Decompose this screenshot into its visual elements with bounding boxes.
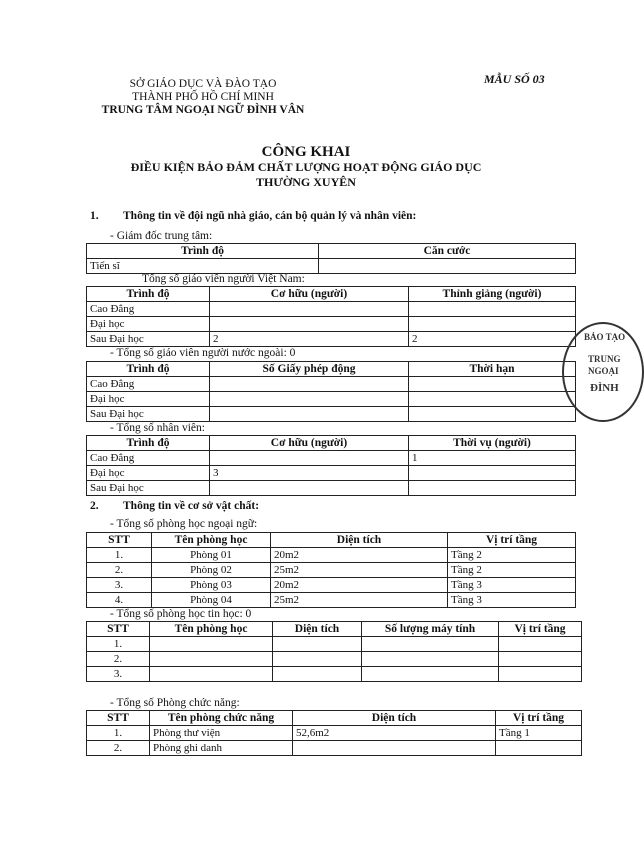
table-cell xyxy=(210,302,409,317)
table-cell: 3. xyxy=(87,667,150,682)
document-title: CÔNG KHAI xyxy=(261,144,351,160)
stamp-text: BẢO TẠO xyxy=(584,332,626,342)
column-header: Số lượng máy tính xyxy=(362,622,499,637)
table-cell: 3 xyxy=(210,466,409,481)
table-cell xyxy=(362,637,499,652)
director-table xyxy=(86,243,576,274)
section2-number: 2. xyxy=(90,500,99,512)
table-cell: 1. xyxy=(87,637,150,652)
table-cell xyxy=(273,652,362,667)
table-row xyxy=(87,377,576,392)
column-header: Tên phòng học xyxy=(150,622,273,637)
table-cell: Tầng 2 xyxy=(448,563,576,578)
table-cell xyxy=(499,637,582,652)
section2-heading: Thông tin về cơ sở vật chất: xyxy=(123,500,260,512)
column-header: Trình độ xyxy=(87,244,319,259)
official-stamp xyxy=(562,322,644,422)
foreign-teachers-table xyxy=(86,361,576,422)
table-cell: Tầng 3 xyxy=(448,578,576,593)
table-cell: Đại học xyxy=(87,466,210,481)
header-line1: SỞ GIÁO DỤC VÀ ĐÀO TẠO xyxy=(129,78,277,90)
section1-heading: Thông tin về đội ngũ nhà giáo, cán bộ quản lý và nhân viên: xyxy=(123,210,417,222)
stamp-text: ĐÌNH xyxy=(590,382,619,394)
function-rooms-table xyxy=(86,710,582,756)
column-header: Trình độ xyxy=(87,287,210,302)
language-rooms-label: - Tổng số phòng học ngoại ngữ: xyxy=(110,518,258,530)
header-line2: THÀNH PHỐ HỒ CHÍ MINH xyxy=(132,91,274,103)
table-row xyxy=(87,317,576,332)
function-rooms-label: - Tổng số Phòng chức năng: xyxy=(110,697,240,709)
column-header: Số Giấy phép động xyxy=(210,362,409,377)
it-rooms-label: - Tổng số phòng học tin học: 0 xyxy=(110,608,252,620)
table-row xyxy=(87,563,576,578)
table-cell xyxy=(150,652,273,667)
column-header: Vị trí tầng xyxy=(496,711,582,726)
table-cell: 52,6m2 xyxy=(293,726,496,741)
table-row xyxy=(87,637,582,652)
table-cell: 25m2 xyxy=(271,593,448,608)
column-header: Diện tích xyxy=(293,711,496,726)
table-row xyxy=(87,548,576,563)
table-cell: Cao Đẳng xyxy=(87,377,210,392)
table-cell: Tầng 1 xyxy=(496,726,582,741)
table-row xyxy=(87,726,582,741)
table-cell xyxy=(362,652,499,667)
table-cell xyxy=(273,667,362,682)
table-cell: Cao Đẳng xyxy=(87,451,210,466)
table-cell: Phòng ghi danh xyxy=(150,741,293,756)
table-cell: 2. xyxy=(87,652,150,667)
staff-label: - Tổng số nhân viên: xyxy=(110,422,205,434)
table-cell xyxy=(210,317,409,332)
table-cell xyxy=(150,637,273,652)
table-header-row xyxy=(87,622,582,637)
table-header-row xyxy=(87,533,576,548)
language-rooms-table xyxy=(86,532,576,608)
table-cell xyxy=(293,741,496,756)
table-cell: Phòng 04 xyxy=(152,593,271,608)
column-header: Cơ hữu (người) xyxy=(210,287,409,302)
table-row xyxy=(87,741,582,756)
column-header: Căn cước xyxy=(319,244,576,259)
table-cell xyxy=(496,741,582,756)
table-cell xyxy=(409,302,576,317)
table-cell xyxy=(150,667,273,682)
table-cell: 1. xyxy=(87,726,150,741)
table-cell xyxy=(499,652,582,667)
table-cell: Sau Đại học xyxy=(87,481,210,496)
table-cell: 4. xyxy=(87,593,152,608)
document-subtitle-2: THƯỜNG XUYÊN xyxy=(256,175,356,189)
column-header: Vị trí tầng xyxy=(499,622,582,637)
table-cell xyxy=(362,667,499,682)
stamp-text: TRUNG xyxy=(588,354,621,364)
table-cell xyxy=(210,377,409,392)
vn-teachers-label: Tổng số giáo viên người Việt Nam: xyxy=(142,273,305,285)
column-header: STT xyxy=(87,622,150,637)
table-cell: Sau Đại học xyxy=(87,332,210,347)
it-rooms-table xyxy=(86,621,582,682)
column-header: Vị trí tầng xyxy=(448,533,576,548)
column-header: STT xyxy=(87,533,152,548)
table-cell xyxy=(210,481,409,496)
table-cell xyxy=(210,451,409,466)
table-cell xyxy=(273,637,362,652)
table-row xyxy=(87,259,576,274)
table-row xyxy=(87,667,582,682)
table-cell: 25m2 xyxy=(271,563,448,578)
table-cell: Tiến sĩ xyxy=(87,259,319,274)
table-header-row xyxy=(87,287,576,302)
table-cell xyxy=(210,407,409,422)
stamp-text: NGOẠI xyxy=(588,366,619,376)
header-line3: TRUNG TÂM NGOẠI NGỮ ĐÌNH VÂN xyxy=(101,104,305,116)
table-cell xyxy=(409,317,576,332)
table-cell xyxy=(409,481,576,496)
vn-teachers-table xyxy=(86,286,576,347)
table-cell: Tầng 2 xyxy=(448,548,576,563)
table-cell: Phòng 01 xyxy=(152,548,271,563)
foreign-teachers-label: - Tổng số giáo viên người nước ngoài: 0 xyxy=(110,347,296,359)
column-header: Trình độ xyxy=(87,436,210,451)
table-cell: 1. xyxy=(87,548,152,563)
authority-header xyxy=(88,78,318,117)
table-cell: Sau Đại học xyxy=(87,407,210,422)
table-cell xyxy=(409,377,576,392)
table-cell: 2. xyxy=(87,741,150,756)
staff-table xyxy=(86,435,576,496)
table-cell: 1 xyxy=(409,451,576,466)
table-header-row xyxy=(87,362,576,377)
table-row xyxy=(87,578,576,593)
table-cell xyxy=(409,466,576,481)
column-header: Cơ hữu (người) xyxy=(210,436,409,451)
table-row xyxy=(87,392,576,407)
table-cell: Phòng 03 xyxy=(152,578,271,593)
table-cell: Đại học xyxy=(87,317,210,332)
table-cell: 2. xyxy=(87,563,152,578)
column-header: Thời hạn xyxy=(409,362,576,377)
table-cell: 20m2 xyxy=(271,578,448,593)
table-cell: Tầng 3 xyxy=(448,593,576,608)
column-header: Tên phòng học xyxy=(152,533,271,548)
column-header: Thời vụ (người) xyxy=(409,436,576,451)
table-row xyxy=(87,593,576,608)
table-cell xyxy=(409,407,576,422)
table-row xyxy=(87,332,576,347)
table-row xyxy=(87,481,576,496)
table-header-row xyxy=(87,436,576,451)
table-header-row xyxy=(87,711,582,726)
table-row xyxy=(87,407,576,422)
table-cell: Đại học xyxy=(87,392,210,407)
table-header-row xyxy=(87,244,576,259)
director-label: - Giám đốc trung tâm: xyxy=(110,230,213,242)
table-cell: Phòng 02 xyxy=(152,563,271,578)
table-cell: 2 xyxy=(409,332,576,347)
table-row xyxy=(87,451,576,466)
section1-number: 1. xyxy=(90,210,99,222)
form-number: MẪU SỐ 03 xyxy=(484,72,545,86)
table-cell xyxy=(499,667,582,682)
document-subtitle-1: ĐIỀU KIỆN BẢO ĐẢM CHẤT LƯỢNG HOẠT ĐỘNG GIÁO DỤC xyxy=(130,160,482,174)
table-row xyxy=(87,652,582,667)
table-cell xyxy=(210,392,409,407)
table-cell xyxy=(319,259,576,274)
column-header: Thỉnh giảng (người) xyxy=(409,287,576,302)
table-cell xyxy=(409,392,576,407)
column-header: Tên phòng chức năng xyxy=(150,711,293,726)
column-header: STT xyxy=(87,711,150,726)
table-cell: 20m2 xyxy=(271,548,448,563)
column-header: Diện tích xyxy=(273,622,362,637)
column-header: Diện tích xyxy=(271,533,448,548)
table-row xyxy=(87,302,576,317)
table-cell: 3. xyxy=(87,578,152,593)
table-cell: Phòng thư viện xyxy=(150,726,293,741)
table-row xyxy=(87,466,576,481)
column-header: Trình độ xyxy=(87,362,210,377)
table-cell: 2 xyxy=(210,332,409,347)
table-cell: Cao Đẳng xyxy=(87,302,210,317)
